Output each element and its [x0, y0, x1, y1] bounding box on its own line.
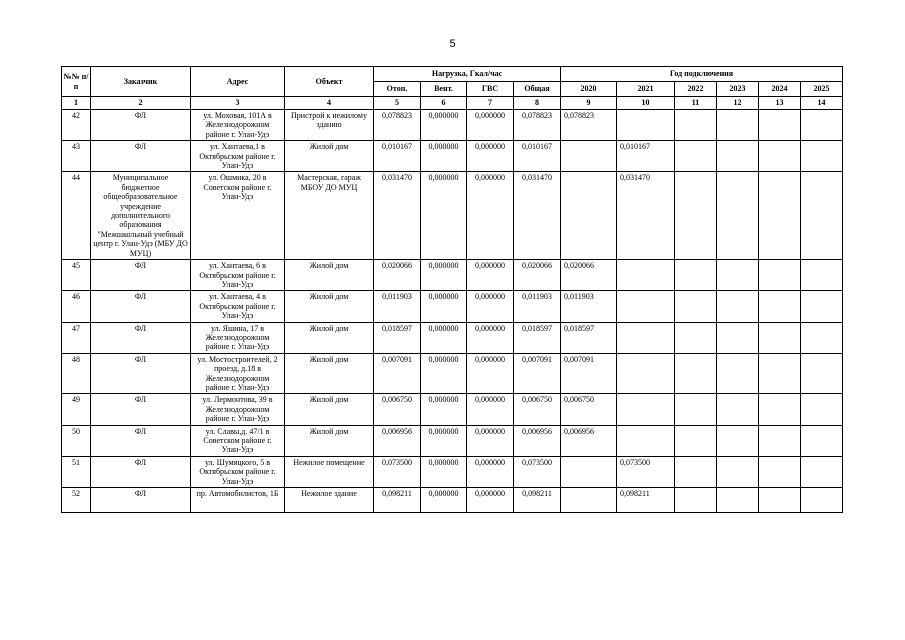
year-cell	[801, 353, 843, 394]
year-cell	[561, 172, 617, 260]
year-cell	[801, 260, 843, 291]
year-cell	[617, 291, 675, 322]
object-cell: Жилой дом	[285, 353, 374, 394]
load-cell: 0,000000	[421, 394, 467, 425]
load-cell: 0,020066	[514, 260, 561, 291]
column-number: 2	[91, 97, 191, 110]
header-load-group: Нагрузка, Гкал/час	[374, 67, 561, 82]
connections-table	[61, 66, 843, 513]
year-cell	[617, 425, 675, 456]
column-number: 7	[467, 97, 514, 110]
load-cell: 0,073500	[514, 456, 561, 487]
year-cell	[801, 322, 843, 353]
table-row	[62, 260, 843, 291]
page-number: 5	[449, 38, 456, 50]
load-cell: 0,010167	[374, 141, 421, 172]
year-cell	[759, 110, 801, 141]
load-cell: 0,000000	[421, 291, 467, 322]
load-cell: 0,000000	[421, 110, 467, 141]
table-row	[62, 172, 843, 260]
load-cell: 0,018597	[514, 322, 561, 353]
header-load-col: ГВС	[467, 82, 514, 97]
year-cell: 0,098211	[617, 488, 675, 513]
object-cell: Жилой дом	[285, 394, 374, 425]
load-cell: 0,011903	[514, 291, 561, 322]
year-cell	[801, 110, 843, 141]
year-cell	[675, 425, 717, 456]
header-year-col: 2020	[561, 82, 617, 97]
year-cell	[561, 456, 617, 487]
year-cell	[675, 322, 717, 353]
column-number: 5	[374, 97, 421, 110]
year-cell	[617, 110, 675, 141]
row-number: 51	[62, 456, 91, 487]
year-cell	[759, 456, 801, 487]
table-row	[62, 322, 843, 353]
table-body	[62, 110, 843, 513]
year-cell: 0,006956	[561, 425, 617, 456]
load-cell: 0,000000	[421, 322, 467, 353]
year-cell	[717, 172, 759, 260]
load-cell: 0,073500	[374, 456, 421, 487]
load-cell: 0,007091	[374, 353, 421, 394]
load-cell: 0,000000	[467, 456, 514, 487]
object-cell: Жилой дом	[285, 322, 374, 353]
load-cell: 0,000000	[467, 322, 514, 353]
year-cell	[617, 322, 675, 353]
year-cell	[617, 353, 675, 394]
column-number: 12	[717, 97, 759, 110]
column-number: 3	[191, 97, 285, 110]
load-cell: 0,031470	[374, 172, 421, 260]
table-row	[62, 394, 843, 425]
year-cell	[801, 172, 843, 260]
year-cell	[759, 172, 801, 260]
load-cell: 0,000000	[421, 172, 467, 260]
year-cell	[561, 488, 617, 513]
year-cell	[801, 141, 843, 172]
load-cell: 0,000000	[421, 353, 467, 394]
year-cell	[675, 394, 717, 425]
column-number: 1	[62, 97, 91, 110]
row-number: 52	[62, 488, 91, 513]
address-cell: пр. Автомобилистов, 1Б	[191, 488, 285, 513]
address-cell: ул. Мостостроителей, 2 проезд, д.18 в Железнодорожном районе г. Улан-Удэ	[191, 353, 285, 394]
load-cell: 0,098211	[374, 488, 421, 513]
header-object: Объект	[285, 67, 374, 97]
year-cell	[801, 394, 843, 425]
object-cell: Нежилое здание	[285, 488, 374, 513]
load-cell: 0,006956	[514, 425, 561, 456]
year-cell	[675, 353, 717, 394]
address-cell: ул. Ошмика, 20 в Советском районе г. Улан-Удэ	[191, 172, 285, 260]
year-cell	[617, 260, 675, 291]
object-cell: Жилой дом	[285, 291, 374, 322]
year-cell	[717, 110, 759, 141]
column-number: 13	[759, 97, 801, 110]
year-cell: 0,006750	[561, 394, 617, 425]
address-cell: ул. Моховая, 101А в Железнодорожном районе г. Улан-Удэ	[191, 110, 285, 141]
load-cell: 0,000000	[421, 425, 467, 456]
load-cell: 0,000000	[467, 172, 514, 260]
load-cell: 0,000000	[421, 456, 467, 487]
row-number: 47	[62, 322, 91, 353]
year-cell	[717, 322, 759, 353]
table-row	[62, 488, 843, 513]
year-cell	[617, 394, 675, 425]
year-cell	[675, 456, 717, 487]
customer-cell: ФЛ	[91, 141, 191, 172]
year-cell: 0,031470	[617, 172, 675, 260]
year-cell	[717, 425, 759, 456]
table-header	[62, 67, 843, 110]
address-cell: ул. Хантаева, 4 в Октябрьском районе г. Улан-Удэ	[191, 291, 285, 322]
table-row	[62, 141, 843, 172]
table-row	[62, 456, 843, 487]
year-cell	[717, 456, 759, 487]
header-customer: Заказчик	[91, 67, 191, 97]
object-cell: Пристрой к нежилому зданию	[285, 110, 374, 141]
row-number: 43	[62, 141, 91, 172]
header-year-col: 2021	[617, 82, 675, 97]
year-cell	[717, 394, 759, 425]
year-cell	[759, 488, 801, 513]
year-cell	[759, 260, 801, 291]
load-cell: 0,011903	[374, 291, 421, 322]
header-num: №№ п/п	[62, 67, 91, 97]
column-number: 6	[421, 97, 467, 110]
customer-cell: ФЛ	[91, 488, 191, 513]
year-cell: 0,078823	[561, 110, 617, 141]
year-cell: 0,007091	[561, 353, 617, 394]
load-cell: 0,000000	[467, 260, 514, 291]
load-cell: 0,000000	[467, 353, 514, 394]
year-cell	[675, 172, 717, 260]
address-cell: ул. Хантаева,1 в Октябрьском районе г. Улан-Удэ	[191, 141, 285, 172]
customer-cell: ФЛ	[91, 394, 191, 425]
year-cell	[561, 141, 617, 172]
load-cell: 0,031470	[514, 172, 561, 260]
year-cell	[801, 488, 843, 513]
year-cell	[759, 394, 801, 425]
load-cell: 0,007091	[514, 353, 561, 394]
customer-cell: ФЛ	[91, 110, 191, 141]
table-row	[62, 353, 843, 394]
header-year-group: Год подключения	[561, 67, 843, 82]
load-cell: 0,010167	[514, 141, 561, 172]
customer-cell: Муниципальное бюджетное общеобразовательное учреждение дополнительного образования "Межшкольный учебный центр г. Улан-Удэ (МБУ ДО МУЦ)	[91, 172, 191, 260]
customer-cell: ФЛ	[91, 291, 191, 322]
year-cell	[759, 353, 801, 394]
object-cell: Жилой дом	[285, 425, 374, 456]
load-cell: 0,000000	[421, 488, 467, 513]
load-cell: 0,000000	[467, 141, 514, 172]
address-cell: ул. Лермонтова, 39 в Железнодорожном районе г. Улан-Удэ	[191, 394, 285, 425]
header-year-col: 2023	[717, 82, 759, 97]
year-cell	[675, 291, 717, 322]
load-cell: 0,000000	[467, 291, 514, 322]
year-cell	[801, 425, 843, 456]
address-cell: ул. Яшина, 17 в Железнодорожном районе г. Улан-Удэ	[191, 322, 285, 353]
header-load-col: Общая	[514, 82, 561, 97]
year-cell	[759, 322, 801, 353]
year-cell	[675, 488, 717, 513]
load-cell: 0,006750	[374, 394, 421, 425]
year-cell	[717, 488, 759, 513]
year-cell	[759, 425, 801, 456]
year-cell	[675, 141, 717, 172]
row-number: 49	[62, 394, 91, 425]
year-cell	[675, 260, 717, 291]
customer-cell: ФЛ	[91, 456, 191, 487]
year-cell: 0,018597	[561, 322, 617, 353]
row-number: 50	[62, 425, 91, 456]
table-row	[62, 110, 843, 141]
year-cell	[717, 260, 759, 291]
load-cell: 0,018597	[374, 322, 421, 353]
row-number: 44	[62, 172, 91, 260]
load-cell: 0,000000	[421, 260, 467, 291]
customer-cell: ФЛ	[91, 353, 191, 394]
column-number: 10	[617, 97, 675, 110]
row-number: 48	[62, 353, 91, 394]
table-row	[62, 291, 843, 322]
load-cell: 0,006956	[374, 425, 421, 456]
year-cell: 0,010167	[617, 141, 675, 172]
load-cell: 0,078823	[374, 110, 421, 141]
year-cell: 0,020066	[561, 260, 617, 291]
object-cell: Жилой дом	[285, 260, 374, 291]
column-number: 11	[675, 97, 717, 110]
column-number: 14	[801, 97, 843, 110]
header-load-col: Отоп.	[374, 82, 421, 97]
load-cell: 0,000000	[421, 141, 467, 172]
year-cell	[717, 291, 759, 322]
table-row	[62, 425, 843, 456]
header-year-col: 2025	[801, 82, 843, 97]
year-cell	[717, 353, 759, 394]
customer-cell: ФЛ	[91, 322, 191, 353]
column-number: 9	[561, 97, 617, 110]
header-year-col: 2024	[759, 82, 801, 97]
load-cell: 0,000000	[467, 110, 514, 141]
address-cell: ул. Славы,д. 47/1 в Советском районе г. Улан-Удэ	[191, 425, 285, 456]
header-load-col: Вент.	[421, 82, 467, 97]
object-cell: Нежилое помещение	[285, 456, 374, 487]
load-cell: 0,020066	[374, 260, 421, 291]
header-year-col: 2022	[675, 82, 717, 97]
year-cell: 0,073500	[617, 456, 675, 487]
load-cell: 0,098211	[514, 488, 561, 513]
column-number: 4	[285, 97, 374, 110]
address-cell: ул. Шумяцкого, 5 в Октябрьском районе г. Улан-Удэ	[191, 456, 285, 487]
object-cell: Мастерская, гараж МБОУ ДО МУЦ	[285, 172, 374, 260]
load-cell: 0,078823	[514, 110, 561, 141]
year-cell	[717, 141, 759, 172]
row-number: 45	[62, 260, 91, 291]
year-cell: 0,011903	[561, 291, 617, 322]
header-address: Адрес	[191, 67, 285, 97]
row-number: 42	[62, 110, 91, 141]
customer-cell: ФЛ	[91, 425, 191, 456]
year-cell	[759, 291, 801, 322]
row-number: 46	[62, 291, 91, 322]
year-cell	[801, 456, 843, 487]
year-cell	[759, 141, 801, 172]
column-numbers-row	[62, 97, 843, 110]
load-cell: 0,000000	[467, 425, 514, 456]
year-cell	[675, 110, 717, 141]
load-cell: 0,000000	[467, 394, 514, 425]
load-cell: 0,006750	[514, 394, 561, 425]
address-cell: ул. Хантаева, 6 в Октябрьском районе г. Улан-Удэ	[191, 260, 285, 291]
column-number: 8	[514, 97, 561, 110]
load-cell: 0,000000	[467, 488, 514, 513]
customer-cell: ФЛ	[91, 260, 191, 291]
year-cell	[801, 291, 843, 322]
object-cell: Жилой дом	[285, 141, 374, 172]
